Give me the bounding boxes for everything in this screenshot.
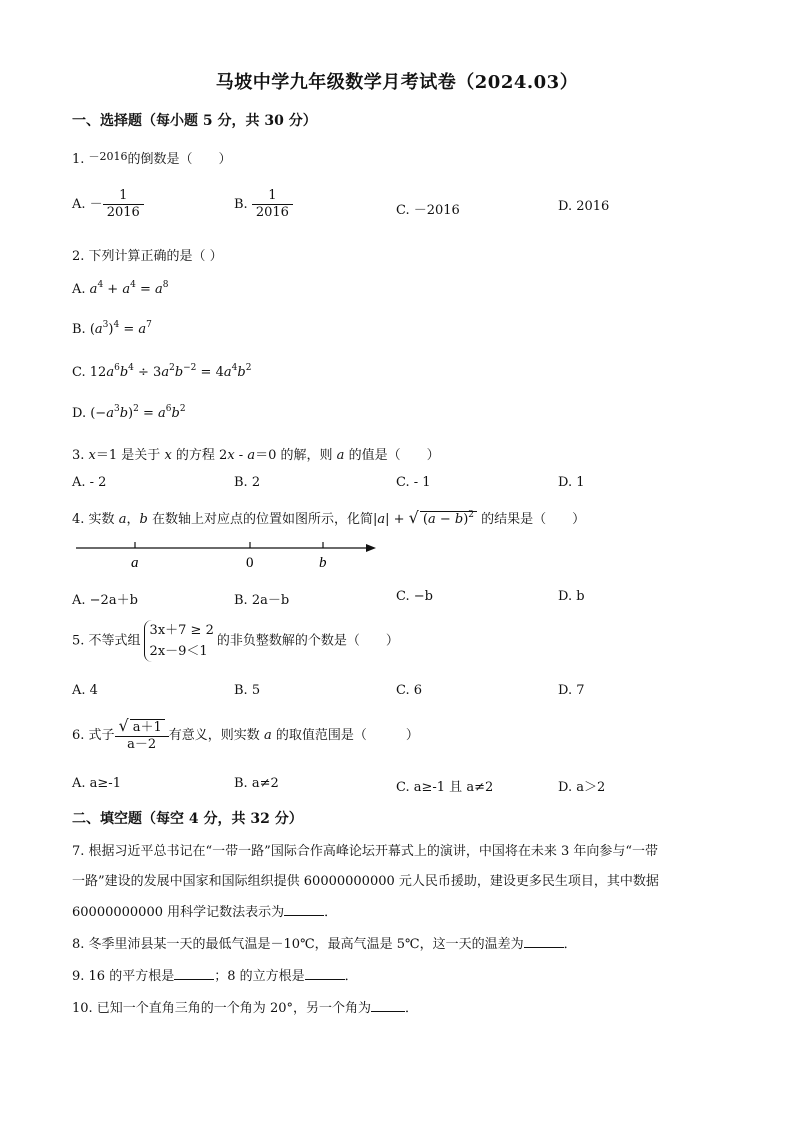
arrow-icon xyxy=(366,544,376,552)
q5-option-c[interactable]: C. 6 xyxy=(396,683,423,698)
q5-option-d[interactable]: D. 7 xyxy=(558,683,585,698)
q1-a-fraction: $\frac{1}{2016}$ xyxy=(103,188,144,221)
q1-option-b[interactable]: B. $\frac{1}{2016}$ xyxy=(234,188,293,221)
q5-option-a[interactable]: A. 4 xyxy=(72,683,98,698)
q6-fraction: $\frac{√ a+1}{a-2}$ xyxy=(115,718,169,753)
q4-option-c[interactable]: C. −b xyxy=(396,589,433,604)
section-fill-heading: 二、填空题（每空 4 分，共 32 分） xyxy=(72,811,303,827)
question-9: 9. 16 的平方根是 ；8 的立方根是 ． xyxy=(72,969,358,984)
question-7-line-1: 7. 根据习近平总书记在“一带一路”国际合作高峰论坛开幕式上的演讲，中国将在未来 3 年向参与“一带 xyxy=(72,844,659,859)
q2-option-b[interactable]: B. $(a^3)^4 = a^7$ xyxy=(72,320,152,337)
question-7-line-2: 一路”建设的发展中国家和国际组织提供 60000000000 元人民币援助，建设更多民生项目，其中数据 xyxy=(72,874,659,889)
question-2: 2. 下列计算正确的是（ ） xyxy=(72,249,223,264)
q6-option-c[interactable]: C. a≥-1 且 a≠2 xyxy=(396,780,494,795)
q4-option-a[interactable]: A. −2a＋b xyxy=(72,593,138,608)
question-4: 4. 实数 a，b 在数轴上对应点的位置如图所示，化简|a| + √ $(a - b)^2$ 的结果是（ ） xyxy=(72,508,586,527)
answer-blank[interactable] xyxy=(305,967,345,980)
answer-blank[interactable] xyxy=(524,935,564,948)
section-choice-heading: 一、选择题（每小题 5 分，共 30 分） xyxy=(72,113,317,129)
question-1: 1. $^{-2016}$的倒数是（ ） xyxy=(72,150,232,167)
exam-title: 马坡中学九年级数学月考试卷（2024.03） xyxy=(215,72,579,93)
question-6: 6. 式子 $\frac{√ a+1}{a-2}$ 有意义，则实数 a 的取值范围是（ ） xyxy=(72,716,419,752)
answer-blank[interactable] xyxy=(174,967,214,980)
q5-option-b[interactable]: B. 5 xyxy=(234,683,261,698)
q1-b-fraction: $\frac{1}{2016}$ xyxy=(252,188,293,221)
number-line xyxy=(72,538,382,572)
q6-option-b[interactable]: B. a≠2 xyxy=(234,776,279,791)
q6-option-d[interactable]: D. a＞2 xyxy=(558,780,606,795)
q1-option-a[interactable]: A. － $\frac{1}{2016}$ xyxy=(72,188,144,221)
question-5: 5. 不等式组 3x＋7 ≥ 2 2x－9＜1 的非负整数解的个数是（ ） xyxy=(72,620,399,662)
answer-blank[interactable] xyxy=(371,999,405,1012)
q2-option-c[interactable]: C. $12a^6b^4 \div 3a^2b^{-2} = 4a^4b^2$ xyxy=(72,363,252,380)
q6-option-a[interactable]: A. a≥-1 xyxy=(72,776,121,791)
q2-option-d[interactable]: D. $(-a^3b)^2 = a^6b^2$ xyxy=(72,404,186,421)
q4-option-d[interactable]: D. b xyxy=(558,589,585,604)
question-3: 3. x＝1 是关于 x 的方程 2x - a＝0 的解，则 a 的值是（ ） xyxy=(72,448,440,463)
abs-expression: |a| + √ $(a - b)^2$ xyxy=(373,512,477,527)
question-7-line-3: 60000000000 用科学记数法表示为 ． xyxy=(72,905,338,920)
question-10: 10. 已知一个直角三角的一个角为 20°，另一个角为 ． xyxy=(72,1001,418,1016)
q1-option-c[interactable]: C. －2016 xyxy=(396,203,460,218)
q3-option-d[interactable]: D. 1 xyxy=(558,475,585,490)
axis-label-b: b xyxy=(319,555,327,571)
axis-label-zero: 0 xyxy=(246,555,254,571)
q4-option-b[interactable]: B. 2a－b xyxy=(234,593,290,608)
answer-blank[interactable] xyxy=(284,903,324,916)
q3-option-c[interactable]: C. - 1 xyxy=(396,475,431,490)
q3-option-b[interactable]: B. 2 xyxy=(234,475,261,490)
inequality-system: 3x＋7 ≥ 2 2x－9＜1 xyxy=(144,620,214,662)
axis-label-a: a xyxy=(131,555,139,571)
q3-option-a[interactable]: A. - 2 xyxy=(72,475,107,490)
q2-option-a[interactable]: A. $a^4 + a^4 = a^8$ xyxy=(72,280,169,297)
question-8: 8. 冬季里沛县某一天的最低气温是－10℃，最高气温是 5℃，这一天的温差为 ． xyxy=(72,937,577,952)
q1-option-d[interactable]: D. 2016 xyxy=(558,199,610,214)
